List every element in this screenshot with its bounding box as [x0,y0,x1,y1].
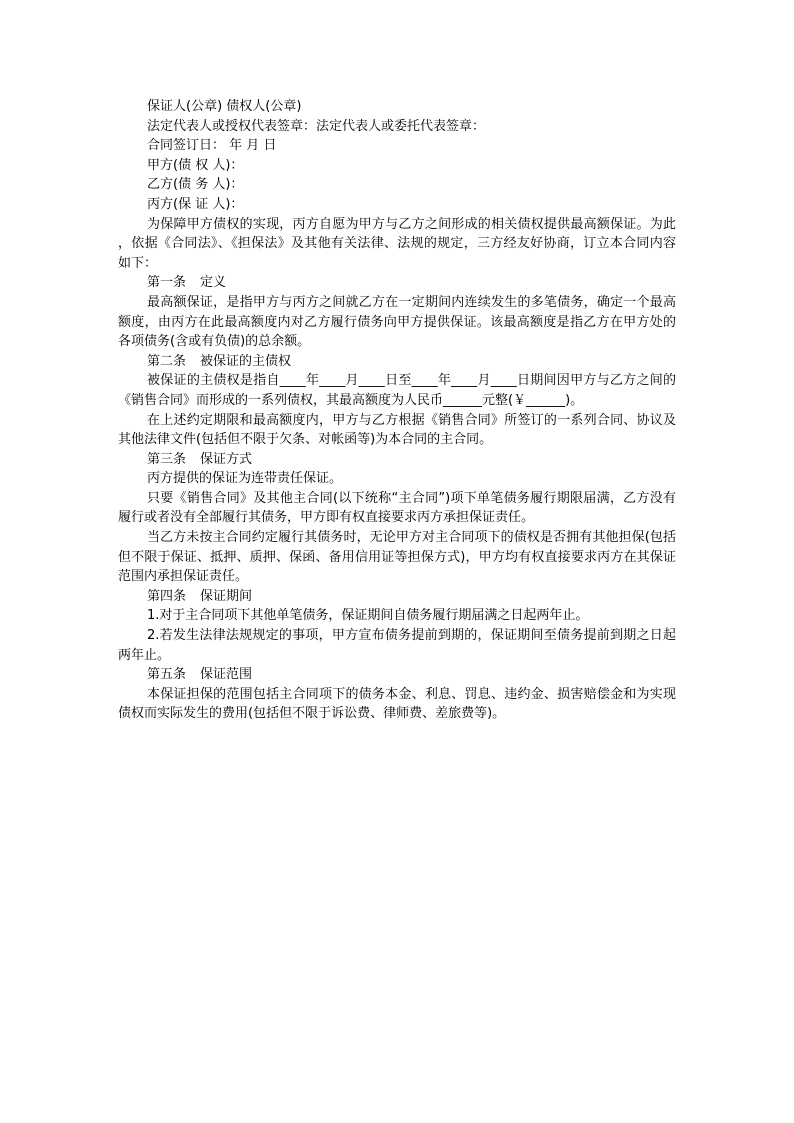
article-title: 被保证的主债权 [200,353,292,369]
article-number: 第一条 [147,275,187,291]
article-title: 保证期间 [200,588,253,604]
article-4-item-2: 2.若发生法律法规规定的事项，甲方宣布债务提前到期的，保证期间至债务提前到期之日起两年止。 [118,628,676,663]
signature-line-date: 合同签订日： 年 月 日 [147,138,277,154]
article-3-paragraph-1: 丙方提供的保证为连带责任保证。 [147,471,343,487]
article-3-paragraph-3: 当乙方未按主合同约定履行其债务时，无论甲方对主合同项下的债权是否拥有其他担保(包括但不限于保证、抵押、质押、保函、备用信用证等担保方式)，甲方均有权直接要求丙方在其保证范围内承担保证责任。 [118,530,676,585]
preamble-paragraph: 为保障甲方债权的实现，丙方自愿为甲方与乙方之间形成的相关债权提供最高额保证。为此，依据《合同法》、《担保法》及其他有关法律、法规的规定，三方经友好协商，订立本合同内容如下： [118,216,676,271]
party-guarantor: 丙方(保 证 人)： [147,196,244,212]
party-creditor: 甲方(债 权 人)： [147,157,244,173]
signature-line-representatives: 法定代表人或授权代表签章：法定代表人或委托代表签章： [147,118,486,134]
article-title: 保证范围 [200,667,253,683]
party-debtor: 乙方(债 务 人)： [147,177,244,193]
article-4-item-1: 1.对于主合同项下其他单笔债务，保证期间自债务履行期届满之日起两年止。 [147,608,589,624]
article-2-heading [118,352,676,372]
article-number: 第五条 [147,667,187,683]
article-number: 第二条 [147,353,187,369]
signature-line-seals: 保证人(公章) 债权人(公章) [147,99,302,114]
article-title: 定义 [200,275,227,291]
article-2-paragraph-2: 在上述约定期限和最高额度内，甲方与乙方根据《销售合同》所签订的一系列合同、协议及其他法律文件(包括但不限于欠条、对帐函等)为本合同的主合同。 [118,412,676,448]
article-number: 第四条 [147,588,187,604]
article-5-paragraph: 本保证担保的范围包括主合同项下的债务本金、利息、罚息、违约金、损害赔偿金和为实现债权而实际发生的费用(包括但不限于诉讼费、律师费、差旅费等)。 [118,686,676,722]
article-3-heading [118,450,676,470]
article-5-heading [118,665,676,685]
article-2-paragraph-1: 被保证的主债权是指自____年____月____日至____年____月____日期间因甲方与乙方之间的《销售合同》而形成的一系列债权，其最高额度为人民币______元整(￥______)。 [118,373,676,408]
article-3-paragraph-2: 只要《销售合同》及其他主合同(以下统称“主合同”)项下单笔债务履行期限届满，乙方没有履行或者没有全部履行其债务，甲方即有权直接要求丙方承担保证责任。 [118,490,676,526]
article-4-heading [118,587,676,607]
article-title: 保证方式 [200,451,253,467]
document-page [118,97,676,724]
article-number: 第三条 [147,451,187,467]
article-1-heading [118,273,676,293]
article-1-paragraph: 最高额保证，是指甲方与丙方之间就乙方在一定期间内连续发生的多笔债务，确定一个最高额度，由丙方在此最高额度内对乙方履行债务向甲方提供保证。该最高额度是指乙方在甲方处的各项债务(含或有负债)的总余额。 [118,294,676,350]
